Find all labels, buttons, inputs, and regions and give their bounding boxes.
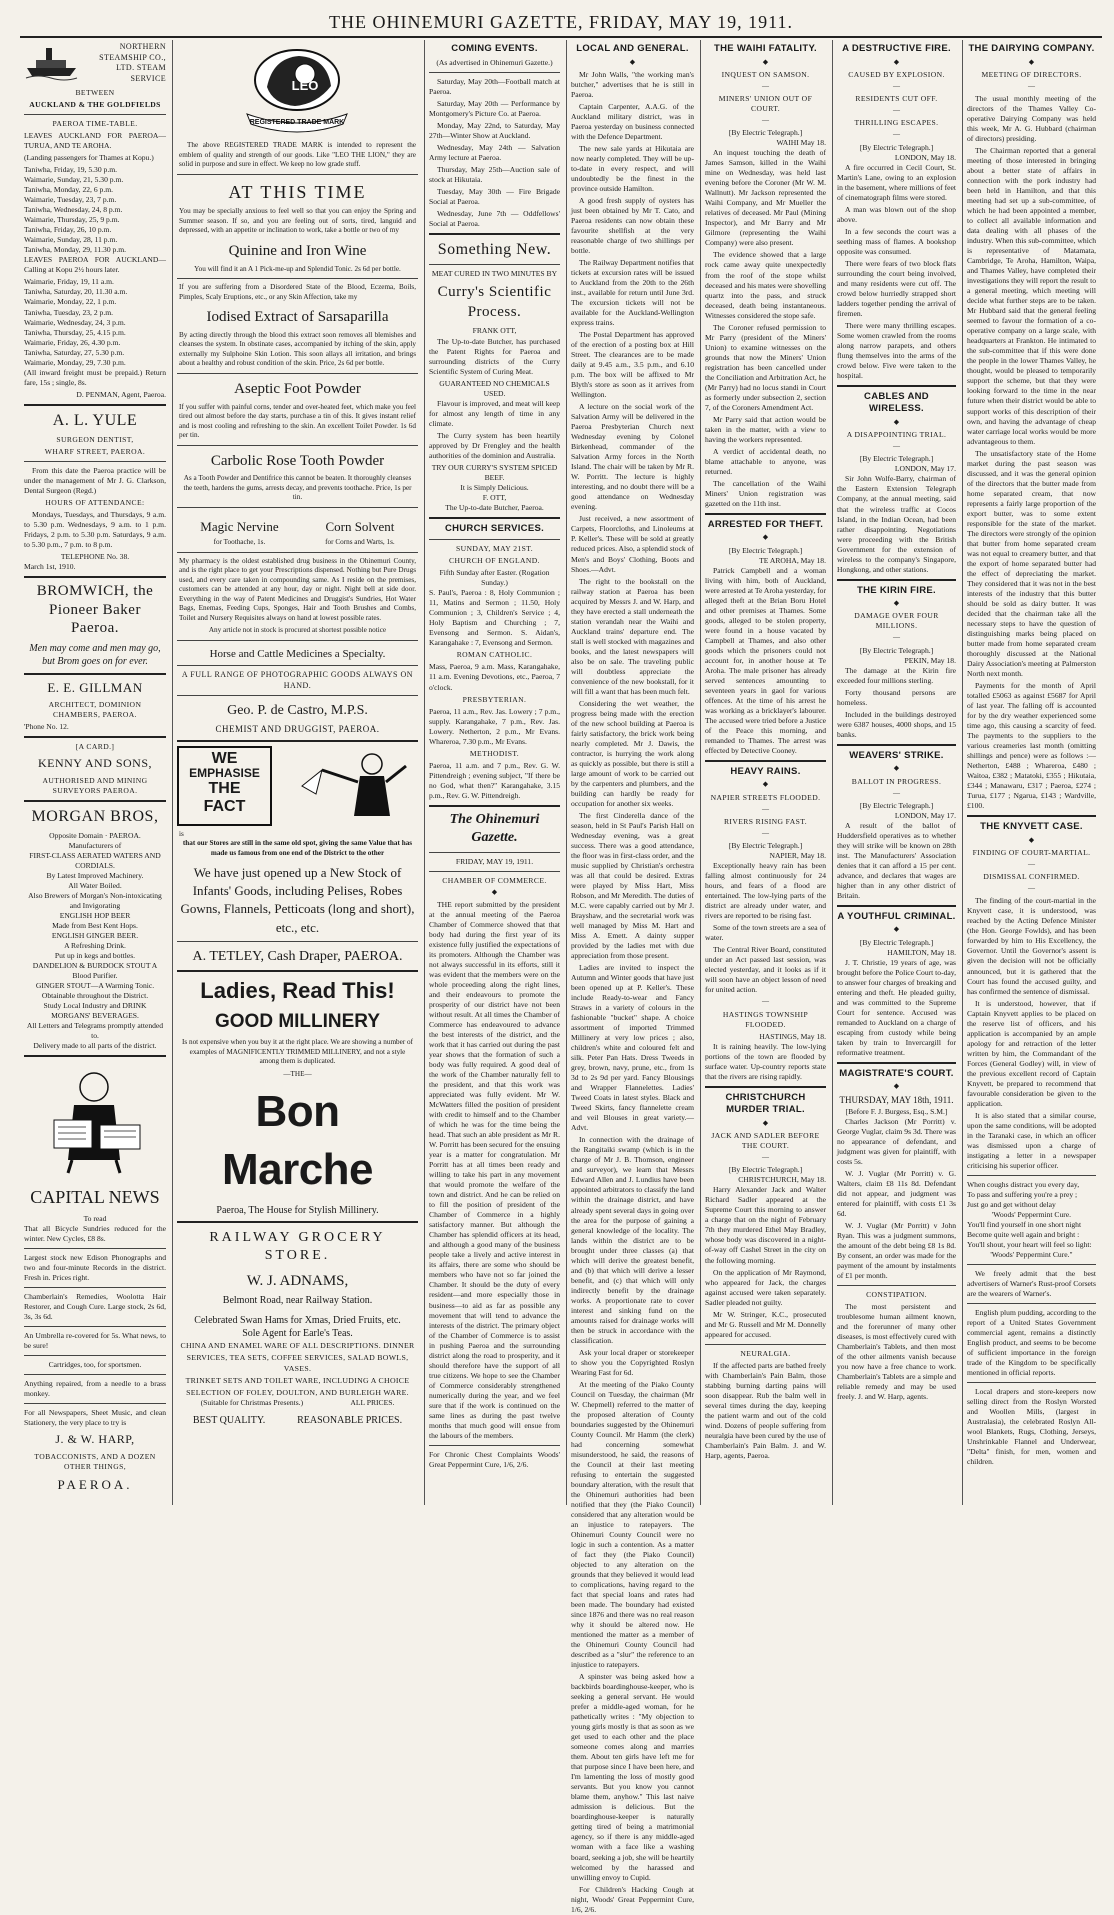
sailing: Taniwha, Monday, 29, 11.30 p.m. (24, 245, 127, 255)
tetley-name: A. TETLEY, Cash Draper, PAEROA. (192, 948, 403, 964)
event-item: Wednesday, May 24th — Salvation Army lecture at Paeroa. (429, 142, 560, 162)
event-item: Saturday, May 20th — Performance by Montgomery's Picture Co. at Paeroa. (429, 98, 560, 118)
church-sunday: SUNDAY, MAY 21ST. (456, 544, 533, 554)
carbolic-title: Carbolic Rose Tooth Powder (210, 452, 385, 469)
nervine-text: for Toothache, 1s. (213, 538, 266, 547)
weavers-text: A result of the ballot of Huddersfield operatives as to whether they will strike will be known on 28th inst. The Manufacturers' Association denies that it can afford a 15 per cent. advance, and declares that wages are higher than in any other district of Britain. (837, 820, 956, 900)
gillman-role: ARCHITECT, DOMINION CHAMBERS, PAEROA. (48, 699, 142, 719)
column-5: THE WAIHI FATALITY. ◆ INQUEST ON SAMSON. — MINERS' UNION OUT OF COURT. — [By Electric Telegraph.] WAIHI May 18. An inquest touching the death of James Samson, killed in the Waihi mine on Wednesday, was held last evening before the Coroner (Mr W. M. Wallnutt). Mr Jackson represented the Waihi Company, and Mr Mueller the relatives of deceased. Mr Paul (Mining Inspector), and Mr Barry and Mr Gilmore (representing the Waihi Company) were also present. The evidence showed that a large rock came away quite unexpectedly from the roof of the stope whilst deceased and his mates were shovelling quartz into the pass, and struck deceased, death being instantaneous. Witnesses considered the stope safe. The Coroner refused permission to Mr Parry (president of the Miners' Union) to examine witnesses on the grounds that now the Miners' Union registration has been cancelled under the Conciliation and Arbitration Act, he (Mr Parry) had no locus standi in Court as formerly under subsection 2, section 7, of the Coroners Amendment Act. Mr Parry said that action would be taken in the matter, with a view to having the workers represented. A verdict of accidental death, no blame attachable to anyone, was returned. The cancellation of the Waihi Miners' Union registration was gazetted on the 11th inst. ARRESTED FOR THEFT. ◆ [By Electric Telegraph.] TE AROHA, May 18. Patrick Campbell and a woman living with him, both of Auckland, were arrested at Te Aroha yesterday, for alleged theft at the Brian Boru Hotel and other premises at Thames. Some goods, alleged to be stolen property, were found in a house vacated by Campbell at Thames, and also other goods which the prisoners could not account for, in another house at Te Aroha. The male prisoner has already served sentences amounting to seventeen years in gaol for various offences. At the time of his arrest he was working as a bricklayer's labourer. The accused were tried before a Justice of the Peace this morning, and remanded to Thames. The arrest was effected by Detective Cooney. HEAVY RAINS. ◆ NAPIER STREETS FLOODED. — RIVERS RISING FAST. — [By Electric Telegraph.] NAPIER, May 18. Exceptionally heavy rain has been falling almost continuously for 24 hours, and fears of a flood are entertained. The low-lying parts of the district are already under water, and rivers are reported to be rising fast. Some of the town streets are a sea of water. The Central River Board, constituted under an Act passed last session, was elected yesterday, and it looks as if it will soon have an object lesson of need for united action. — HASTINGS TOWNSHIP FLOODED. HASTINGS, May 18. It is raining heavily. The low-lying portions of the town are flooded by surface water. Up-country reports state that the rivers are rising rapidly. CHRISTCHURCH MURDER TRIAL. ◆ JACK AND SADLER BEFORE THE COURT. — [By Electric Telegraph.] CHRISTCHURCH, May 18. Harry Alexander Jack and Walter Richard Sadler appeared at the Supreme Court this morning to answer a charge that on the night of February 7th they murdered Ethel May Bradley, whose body was discovered in a night-of-way off Cashel Street in the city on the following morning. On the application of Mr Raymond, who appeared for Jack, the charges against accused were taken separately. Sadler pleaded not guilty. Mr W. Stringer, K.C., prosecuted and Mr G. Russell and Mr M. Donnelly appeared for accused. NEURALGIA. If the affected parts are bathed freely with Chamberlain's Pain Balm, those stabbing burning darting pains will soon disappear. Rub the balm well in several times during the day, keeping the patient warm and out of the cold wind. Dozens of people suffering from neuralgia have been cured by the use of Chamberlain's Pain Balm. J. and W. Harp, agents, Paeroa. (700, 40, 830, 1505)
neuralgia-text: If the affected parts are bathed freely with Chamberlain's Pain Balm, those stabbing burning darting pains will soon disappear. Rub the balm well in several times during the day, keeping the patient warm and out of the cold wind. Dozens of people suffering from neuralgia have been cured by the use of Chamberlain's Pain Balm. J. and W. Harp, agents, Paeroa. (705, 1360, 826, 1460)
telegraph-credit: [By Electric Telegraph.] (728, 841, 803, 851)
column-6: A DESTRUCTIVE FIRE. ◆ CAUSED BY EXPLOSION. — RESIDENTS CUT OFF. — THRILLING ESCAPES. — [By Electric Telegraph.] LONDON, May 18. A fire occurred in Cecil Court, St. Martin's Lane, owing to an explosion in the basement, where millions of feet of cinematograph films were stored. A man was blown out of the shop above. In a few seconds the court was a seething mass of flames. A bookshop opposite was consumed. There were fears of two block flats surrounding the court being involved, and many residents were cut off. The crowd below hurriedly strapped short ladders together pending the arrival of firemen. There were many thrilling escapes. Some women crawled from the rooms along narrow parapets, and others flung themselves into the arms of the crowd below. Five were taken to the hospital. CABLES AND WIRELESS. ◆ A DISAPPOINTING TRIAL. — [By Electric Telegraph.] LONDON, May 17. Sir John Wolfe-Barry, chairman of the Eastern Extension Telegraph Company, at the annual meeting, said that the wireless traffic at Cocos Island, in the Indian Ocean, had been rather disappointing. Negotiations were proceeding with the British Government for the extension of wireless to the company's Singapore, Hongkong, and other stations. THE KIRIN FIRE. ◆ DAMAGE OVER FOUR MILLIONS. — [By Electric Telegraph.] PEKIN, May 18. The damage at the Kirin fire exceeded four millions sterling. Forty thousand persons are homeless. Included in the buildings destroyed were 6387 houses, 4000 shops, and 15 banks. WEAVERS' STRIKE. ◆ BALLOT IN PROGRESS. — [By Electric Telegraph.] LONDON, May 17. A result of the ballot of Huddersfield operatives as to whether they will strike will be known on 28th inst. The Manufacturers' Association denies that it can afford a 15 per cent. advance, and declares that wages are higher than in any other district of Britain. A YOUTHFUL CRIMINAL. ◆ [By Electric Telegraph.] HAMILTON, May 18. J. T. Christie, 19 years of age, was brought before the Police Court to-day, to answer four charges of breaking and entering and theft. He pleaded guilty, and was committed to the Supreme Court for sentence. Accused was remanded to Auckland on a charge of escaping from custody while being taken by train to Invercargill for reformative treatment. MAGISTRATE'S COURT. ◆ THURSDAY, MAY 18th, 1911. [Before F. J. Burgess, Esq., S.M.] Charles Jackson (Mr Porritt) v. George Vuglar, claim 9s 3d. There was no appearance of defendant, and judgment was given for plaintiff, with costs 5s. W. J. Vuglar (Mr Porritt) v. G. Walters, claim £8 11s 8d. Defendant did not appear, and judgment was entered for plaintiff, with costs £1 3s 6d. W. J. Vuglar (Mr Porritt) v John Ryan. This was a judgment summons, the amount of the debt being £8 1s 8d. By consent, an order was made for the payment of the amount by instalments of £1 per month. CONSTIPATION. The most persistent and troublesome human ailment known, and the forerunner of many other diseases, is most effectively cured with Chamberlain's Tablets, and then most of the other ailments vanish because you now have a free chance to work. Chamberlain's Tablets are a simple and reliable remedy and may be used freely. J. and W. Harp, agents. (832, 40, 960, 1505)
adnams-hams: Celebrated Swan Hams for Xmas, Dried Fruits, etc. (194, 1314, 401, 1326)
morgan-line: Manufacturers of (68, 840, 122, 850)
capital-line: That all Bicycle Sundries reduced for the winter. New Cycles, £8 8s. (24, 1223, 166, 1243)
ladies-read-this: Ladies, Read This! (200, 978, 395, 1004)
sailing: Taniwha, Saturday, 20, 11.30 a.m. (24, 287, 128, 297)
cables-sub: A DISAPPOINTING TRIAL. (846, 430, 947, 440)
church-presb: PRESBYTERIAN. (462, 694, 527, 704)
dairy-para: The usual monthly meeting of the directors of the Thames Valley Co-operative Dairying Company was held this week, Mr A. G. Hubbard (chairman of directors) presiding. (967, 94, 1096, 144)
arrest-dateline: TE AROHA, May 18. (759, 555, 826, 565)
adnams-trinket: TRINKET SETS AND TOILET WARE, INCLUDING A CHOICE SELECTION OF FOLEY, DOULTON, AND BURLEIGH WARE. (185, 1376, 410, 1397)
knyvett-sub: FINDING OF COURT-MARTIAL. (972, 847, 1091, 857)
verse-line: To pass and suffering you're a prey ; (967, 1189, 1078, 1199)
sailing: Taniwha, Friday, 19, 5.30 p.m. (24, 165, 118, 175)
verse-line: Just go and get without delay (967, 1199, 1056, 1209)
sailing: Taniwha, Wednesday, 24, 8 p.m. (24, 205, 123, 215)
bon-marche-tag: Paeroa, The House for Stylish Millinery. (216, 1204, 379, 1216)
sarsa-title: Iodised Extract of Sarsaparilla (206, 309, 389, 326)
sailing: Waimarie, Friday, 19, 11 a.m. (24, 277, 114, 287)
telegraph-credit: [By Electric Telegraph.] (859, 937, 934, 947)
telegraph-credit: [By Electric Telegraph.] (859, 454, 934, 464)
frank-text: The Up-to-date Butcher, has purchased the Patent Rights for Paeroa and surrounding districts of the Curry Scientific System of Curing Meat. (429, 336, 560, 376)
event-item: Tuesday, May 30th — Fire Brigade Social at Paeroa. (429, 186, 560, 206)
magistrate-para: W. J. Vuglar (Mr Porritt) v. G. Walters, claim £8 11s 8d. Defendant did not appear, and judgment was entered for plaintiff, with costs £1 3s 6d. (837, 1168, 956, 1218)
murder-dateline: CHRISTCHURCH, May 18. (738, 1175, 826, 1185)
at-this-time: AT THIS TIME (228, 181, 367, 202)
dairy-para: The unsatisfactory state of the Home market during the past season was discussed, and it was the general opinion of the directors that the butter made from home separated cream, that now represents a fairly large proportion of the export butter, was to some extent responsible for the state of the market. The directors were strongly of the opinion that butter from home separated cream was not equal to creamery butter, and that the export of home separated butter had the effect of depreciating the market. They considered that it was not in the best interests of the industry that this butter should be sold as dairy butter. It was decided that the chairman take all the necessary steps to have the question of distinguishing marks being placed on butter made from home separated cream thoroughly discussed at the National Dairy Association's meeting at Palmerston North next month. (967, 448, 1096, 678)
sailing: Waimarie, Friday, 26, 4.30 p.m. (24, 337, 121, 347)
gazette-nameplate: The Ohinemuri Gazette. (449, 811, 540, 846)
steamship-leaves-paeroa: LEAVES PAEROA FOR AUCKLAND— Calling at Kopu 2½ hours later. (24, 255, 166, 275)
fire-para: A man was blown out of the shop above. (837, 204, 956, 224)
harp-name: J. & W. HARP, (55, 1432, 135, 1447)
bromwich-title: BROMWICH, the Pioneer Baker Paeroa. (36, 582, 154, 637)
steamship-landing: (Landing passengers for Thames at Kopu.) (24, 153, 154, 163)
rains-para: Some of the town streets are a sea of water. (705, 923, 826, 943)
constipation-heading: CONSTIPATION. (866, 1289, 927, 1299)
knyvett-para: It is understood, however, that if Captain Knyvett applies to be placed on the reserve list of officers, and his application is accompanied by an ample apology for and retraction of the letter written by him, the Commandant of the Forces (General Godley) will, in view of the previous excellent record of Captain Knyvett, be prepared to recommend that favourable consideration be given to the application. (967, 998, 1096, 1108)
coming-events-sub: (As advertised in Ohinemuri Gazette.) (436, 57, 553, 67)
arrest-heading: ARRESTED FOR THEFT. (707, 518, 824, 530)
column-7: THE DAIRYING COMPANY. ◆ MEETING OF DIRECTORS. — The usual monthly meeting of the directors of the Thames Valley Co-operative Dairying Company was held this week, Mr A. G. Hubbard (chairman of directors) presiding. The Chairman reported that a general meeting of those interested in bringing about a better state of affairs in connection with the pork industry had been held in Hamilton, and that this meeting had set up a sub-committee, of which he had been appointed a member, to collect all available information and data dealing with all phases of the industry. When this sub-committee, which is representative of Matamata, Cambridge, Te Aroha, Hamilton, Waipa, and Thames Valley, have completed their investigations they will report the result to a general meeting, which meeting will decide what further steps are to be taken. Mr Hubbard said that the general feeling seemed to favour the formation of a co-operative company on a large scale, with headquarters at Frankton. He intimated to the sub-committee that if this were done the people in the lower Thames Valley, he thought, would be pleased to temporarily support the scheme, but that they were looking forward to the time in the near future when their district would be able to support works of this description of their own, and having the advantage of cheap water carriage local works would be more advantageous to them. The unsatisfactory state of the Home market during the past season was discussed, and it was the general opinion of the directors that the butter made from home separated cream, that now represents a fairly large proportion of the export butter, was to some extent responsible for the state of the market. The directors were strongly of the opinion that butter from home separated cream was not equal to creamery butter, and that the export of home separated butter had the effect of depreciating the market. They considered that it was not in the best interests of the industry that this butter should be sold as dairy butter. It was decided that the chairman take all the necessary steps to have the question of distinguishing marks being placed on butter made from home separated cream thoroughly discussed at the National Dairy Association's meeting at Palmerston North next month. Payments for the month of April totalled £5063 as against £5687 for April of last year. The falling off is accounted for by the dry weather experienced some time ago, this causing a scarcity of feed. The payments to the suppliers to the various creameries last month (omitting shillings and pence) were as follows :—Netherton, £488 ; Whareroa, £480 ; Waitoa, £382 ; Matatoki, £355 ; Hikutaia, £344 ; Manawaru, £317 ; Paeroa, £274 ; Turua, £177 ; Ngarua, £143 ; Wardville, £100. THE KNYVETT CASE. ◆ FINDING OF COURT-MARTIAL. — DISMISSAL CONFIRMED. — The finding of the court-martial in the Knyvett case, it is understood, was reached by the Acting Defence Minister (the Hon. George Fowlds), and has been forwarded by him to His Excellency, the Governor. Until the Governor's assent is given the decision will not be officially announced, but it is gathered that the Court has found the accused guilty, and has confirmed the sentence of dismissal. It is understood, however, that if Captain Knyvett applies to be placed on the reserve list of officers, and his application is accompanied by an ample apology for and retraction of the letter written by him, the Commandant of the Forces (General Godley) will, in view of the previous excellent record of Captain Knyvett, be prepared to recommend that favourable consideration be given to the application. It is also stated that a similar course, upon the same conditions, will be adopted in the Taranaki case, in which an officer was dismissed upon a charge of instigating a letter in a newspaper criticising his superior officer. When coughs distract you every day, To pass and suffering you're a prey ; Just go and get without delay 'Woods' Peppermint Cure. You'll find yourself in one short night Become quite well again and bright : You'll shout, your heart will feel so light: 'Woods' Peppermint Cure." We freely admit that the best advertisers of Warner's Rust-proof Corsets are the wearers of Warner's. English plum pudding, according to the report of a United States Government commercial agent, remains a distinctly English product, and seems to be become of sufficient importance in the foreign trade of the Kingdom to be specifically mentioned in official reports. Local drapers and store-keepers now selling direct from the Roslyn Worsted and Woollen Mills, (largest in Australasia), the celebrated Roslyn All-wool Blankets, Rugs, Clothing, Jerseys, Unshrinkable Flannel and Underwear, "Delta" finish, for men, women and children. (962, 40, 1100, 1505)
knyvett-heading: THE KNYVETT CASE. (980, 821, 1083, 833)
steamship-agent: D. PENMAN, Agent, Paeroa. (76, 389, 166, 399)
verse-line: When coughs distract you every day, (967, 1179, 1080, 1189)
quinine-text: You will find it an A 1 Pick-me-up and Splendid Tonic. 2s 6d per bottle. (194, 264, 401, 273)
adnams-suitable-row (177, 1398, 418, 1408)
telegraph-credit: [By Electric Telegraph.] (859, 645, 934, 655)
photo-goods: A FULL RANGE OF PHOTOGRAPHIC GOODS ALWAYS ON HAND. (181, 670, 414, 690)
butcher: The Up-to-date Butcher, Paeroa. (445, 502, 544, 512)
adnams-china: CHINA AND ENAMEL WARE OF ALL DESCRIPTIONS. DINNER SERVICES, TEA SETS, COFFEE SERVICES, SALAD BOWLS, VASES. (180, 1341, 415, 1374)
try-curry: TRY OUR CURRY'S SYSTEM SPICED BEEF. (431, 462, 558, 482)
morgan-line: A Refreshing Drink. (64, 940, 126, 950)
corn-text: for Corns and Warts, 1s. (325, 538, 395, 547)
hastings-sub: HASTINGS TOWNSHIP FLOODED. (722, 1009, 809, 1029)
verse-line: 'Woods' Peppermint Cure. (991, 1209, 1072, 1219)
local-general-heading: LOCAL AND GENERAL. (576, 43, 689, 54)
criminal-text: J. T. Christie, 19 years of age, was brought before the Police Court to-day, to answer four charges of breaking and entering and theft. He pleaded guilty, and was committed to the Supreme Court for sentence. Accused was remanded to Auckland on a charge of escaping from custody while being taken by train to Invercargill for reformative treatment. (837, 957, 956, 1057)
fire-heading: A DESTRUCTIVE FIRE. (842, 43, 951, 54)
commerce-text: THE report submitted by the president at the annual meeting of the Paeroa Chamber of Commerce showed that that body had during the first year of its existence fully justified the expectations of its promoters. Although the Chamber was not always successful in its efforts, still it was evident that the members were on the whole proceeding along the right lines, and their endeavours to promote the prosperity of our district have not been without result. At all times the Chamber of Commerce has endeavoured to advance the best interests of the district, and the work that it has carried out during the past year shows that the formation of such a body was fully required. A good deal of the work of the Chamber naturally fell to the president, and that this work was appreciated was fully evident. Mr W. McWatters filled the position of president with credit to himself and to the Chamber of which he was for the time being the head. That such an able president as Mr R. W. Porritt has been secured for the ensuing year is a matter for congratulation. Mr Porritt has at all times been ready and willing to take his part in any movement that would promote the welfare of the town and district. And he can be relied on to fill the position of president of the Chamber of Commerce in a highly satisfactory manner. But although the Chamber has splendid officers at its head, and although a good many of the business people take a lively and active interest in its affairs, there are some who should be members who have not so far joined the Chamber. It should be the duty of every resident—and more especially those in business—to aid as far as possible any movement that will tend to advance the interests of the district. The primary object of the Chamber of Commerce is to assist in pushing Paeroa and the surrounding district along the road to prosperity, and it should therefore have the support of all true citizens. We hope to see the Chamber of Commerce considerably strengthened numerically during the year, and we feel sure that if the work is continued on the same lines as during the past twelve months that much good will ensue from the labours of the members. (429, 899, 560, 1440)
nervine-title: Magic Nervine (200, 518, 279, 534)
steamship-leaves: LEAVES AUCKLAND FOR PAEROA— TURUA, AND TE AROHA. (24, 131, 166, 151)
newsboy-cartoon (24, 1065, 164, 1175)
capital-line: For all Newspapers, Sheet Music, and clean Stationery, the very place to try is (24, 1408, 166, 1428)
morgan-line: All Letters and Telegrams promptly attended to. (26, 1021, 164, 1041)
local-item: At the meeting of the Piako County Council on Tuesday, the chairman (Mr W. Chepmell) referred to the matter of the proposed alteration of County boundaries suggested by the Ohinemuri County Council. Mr Hamm (the clerk) had concerning somewhat misunderstood, he said, the reasons of the Council at their last meeting refusing to entertain the suggested boundary alteration, with the result that the Ohinemuri authorities had been notified that they (the Piako Council) considered that any alteration would be an injustice to ratepayers. The Ohinemuri County Council were no logic in such a contention. As a matter of fact they (the Piako Council) objected to any alteration on the grounds that they believed it would lead to complications, having regard to the fact that special loans and rates had been made. The boundary had existed since 1876 and there was no real reason why it should be altered now. He mentioned the matter as a member of the Ohinemuri County Council had described as a "slur" the reference to an injustice to ratepayers. (571, 1379, 694, 1670)
telegraph-credit: [By Electric Telegraph.] (728, 545, 803, 555)
fact-illustration (272, 746, 412, 824)
church-meth-text: Paeroa, 11 a.m. and 7 p.m., Rev. G. W. Pittendreigh ; evening subject, "If there be no God, what then?" Karangahake, 3.15 p.m., Rev. G. W. Pittendreigh. (429, 760, 560, 800)
capital-line: Largest stock new Edison Phonographs and two and four-minute Records in the district. Fresh in. Prices right. (24, 1252, 166, 1282)
yule-role: SURGEON DENTIST, (56, 434, 134, 444)
kirin-para: The damage at the Kirin fire exceeded four millions sterling. (837, 665, 956, 685)
sailing: Waimarie, Monday, 22, 1 p.m. (24, 297, 117, 307)
kirin-sub: DAMAGE OVER FOUR MILLIONS. (854, 611, 939, 631)
fire-para: In a few seconds the court was a seething mass of flames. A bookshop opposite was consumed. (837, 226, 956, 256)
local-item: A lecture on the social work of the Salvation Army will be delivered in the Paeroa Presbyterian Church next Wednesday evening by Colonel Birkenhead, commander of the Salvation Army forces in the North Island. The chair will be taken by Mr R. W. Porritt. The lecture is highly interesting, and no doubt there will be a good attendance on Wednesday evening. (571, 402, 694, 512)
peppermint-verse (967, 1180, 1096, 1260)
steamship-title: NORTHERN STEAMSHIP CO., LTD. STEAM SERVICE (99, 42, 166, 83)
sarsa-text: By acting directly through the blood this extract soon removes all blemishes and cleanses the system. In obstinate cases, accompanied by itching of the skin, apply externally my Sulphoine Skin Lotion. This soon allays all irritation, and brings about a healthy and robust condition of the skin. Price, 2s 6d per bottle. (179, 330, 416, 368)
weavers-sub: BALLOT IN PROGRESS. (851, 776, 942, 786)
adnams-reasonable: REASONABLE PRICES. (297, 1415, 403, 1427)
cables-heading: CABLES AND WIRELESS. (864, 390, 929, 415)
yule-hours-title: HOURS OF ATTENDANCE: (45, 497, 145, 507)
commerce-heading: CHAMBER OF COMMERCE. (442, 875, 547, 885)
sailing: Taniwha, Monday, 22, 6 p.m. (24, 185, 114, 195)
waihi-para: The evidence showed that a large rock came away quite unexpectedly from the roof of the stope whilst deceased and his mates were shovelling quartz into the pass, and struck deceased, death being instantaneous. Witnesses considered the stope safe. (705, 250, 826, 320)
yule-text: From this date the Paeroa practice will be under the management of Mr J. G. Clarkson, Dental Surgeon (Regd.) (24, 465, 166, 495)
gazette-date: FRIDAY, MAY 19, 1911. (455, 856, 534, 866)
column-2 (172, 40, 422, 1505)
yule-name: A. L. YULE (52, 411, 138, 429)
morgan-line: Put up in kegs and bottles. (54, 950, 136, 960)
gillman-phone: 'Phone No. 12. (24, 721, 69, 731)
sailing: Waimarie, Wednesday, 24, 3 p.m. (24, 317, 126, 327)
event-item: Monday, May 22nd, to Saturday, May 27th—Winter Show at Auckland. (429, 120, 560, 140)
morgan-line: All Water Boiled. (68, 880, 122, 890)
tetley-new-stock: We have just opened up a New Stock of Infants' Goods, including Pelises, Robes Gowns, Flannels, Petticoats (long and short), etc., etc. (180, 865, 415, 935)
plum-pudding: English plum pudding, according to the report of a United States Government commercial agent, remains a distinctly English product, and seems to be become of sufficient importance in the foreign trade of the Kingdom to be specifically mentioned in official reports. (967, 1307, 1096, 1378)
steamship-illustration (24, 40, 79, 80)
adnams-all-prices: ALL PRICES. (350, 1398, 395, 1408)
neuralgia-heading: NEURALGIA. (740, 1348, 791, 1358)
sailings-inbound (24, 277, 166, 367)
capital-line: Chamberlain's Remedies, Woolotta Hair Restorer, and Cough Cure. Large stock, 2s 6d, 3s, 3s 6d. (24, 1291, 166, 1321)
sailing: Waimarie, Sunday, 28, 11 p.m. (24, 235, 118, 245)
morgan-line: Delivery made to all parts of the district. (33, 1041, 157, 1051)
pharmacy-text: My pharmacy is the oldest established drug business in the Ohinemuri County, and is the right place to get your Prescriptions dispensed. Nothing but Pure Drugs used, and every care taken in compounding same. As I reside on the premises, customers can be attended at any hour, day or night. Night bell at side door. Everything in the way of Patent Medicines and Druggist's Sundries, Hot Water Bags, Enemas, Feeding Cups, Sponges, Hair and Tooth Brushes and Combs, Toilet and Nursery Requisites always on hand at lowest possible rates. (179, 556, 416, 622)
criminal-heading: A YOUTHFUL CRIMINAL. (837, 910, 956, 922)
steamship-timetable: PAEROA TIME-TABLE. (52, 119, 138, 129)
corsets-ad: We freely admit that the best advertisers of Warner's Rust-proof Corsets are the wearers of Warner's. (967, 1268, 1096, 1298)
rains-para: The Central River Board, constituted under an Act passed last session, was elected yesterday, and it looks as if it will soon have an object lesson of need for united action. (705, 945, 826, 995)
church-coe-text: S. Paul's, Paeroa : 8, Holy Communion ; 11, Matins and Sermon ; 11.50, Holy Communion ; 3, Children's Service ; 4, Holy Baptism and Churching ; 7, Evensong and Sermon. S. Aidan's, Karangahake : 7, Evensong and Sermon. (429, 588, 560, 648)
dairy-heading: THE DAIRYING COMPANY. (968, 43, 1095, 54)
adnams-name: W. J. ADNAMS, (246, 1272, 349, 1289)
trademark-text: REGISTERED TRADE MARK (249, 119, 345, 126)
magistrate-para: W. J. Vuglar (Mr Porritt) v John Ryan. This was a judgment summons, the amount of the debt being £8 1s 8d. By consent, an order was made for the payment of the amount by instalments of £1 per month. (837, 1220, 956, 1280)
verse-line: 'Woods' Peppermint Cure." (990, 1249, 1073, 1259)
murder-para: Mr W. Stringer, K.C., prosecuted and Mr G. Russell and Mr M. Donnelly appeared for accused. (705, 1309, 826, 1339)
delicious: It is Simply Delicious. (460, 482, 529, 492)
lion-trademark-logo (177, 42, 417, 134)
weavers-dateline: LONDON, May 17. (894, 810, 956, 820)
dairy-sub: MEETING OF DIRECTORS. (981, 69, 1082, 79)
murder-heading: CHRISTCHURCH MURDER TRIAL. (725, 1091, 806, 1116)
kirin-para: Forty thousand persons are homeless. (837, 687, 956, 707)
constipation-text: The most persistent and troublesome human ailment known, and the forerunner of many other diseases, is most effectively cured with Chamberlain's Tablets, and then most of the other ailments vanish because you now have a free chance to work. Chamberlain's Tablets are a simple and reliable remedy and may be used freely. J. and W. Harp, agents. (837, 1301, 956, 1401)
murder-sub: JACK AND SADLER BEFORE THE COURT. (711, 1131, 820, 1151)
telegraph-credit: [By Electric Telegraph.] (728, 128, 803, 138)
local-item: Ladies are invited to inspect the Autumn and Winter goods that have just been opened up at P. Keller's. These include Ready-to-wear and Fancy Straws in a variety of colours in the fashionable "bucket" shape. A choice assortment of imported Trimmed Millinery at very low prices ; also, children's white and coloured felt and silk. Peter Pan Hats. Dress Tweeds in grey, brown, navy, prune, etc., from 1s 3d to 2s 9d per yard. Fancy Blousings and Wrapper Flannelettes. Ladies' Tweed Coats in latest styles. Black and Tweed Skirts, fancy flannelette cream and veil Blouses in great variety.—Advt. (571, 963, 694, 1133)
morgan-line: FIRST-CLASS AERATED WATERS AND CORDIALS. (29, 850, 161, 870)
flavour: Flavour is improved, and meat will keep for almost any length of time in any climate. (429, 398, 560, 428)
sailing: Waimarie, Monday, 29, 7.30 p.m. (24, 357, 126, 367)
magistrate-before: [Before F. J. Burgess, Esq., S.M.] (845, 1106, 948, 1116)
fact-word: THE (208, 780, 241, 798)
arrest-text: Patrick Campbell and a woman living with him, both of Auckland, were arrested at Te Aroha yesterday, for alleged theft at the Brian Boru Hotel and other premises at Thames. Some goods, alleged to be stolen property, were found in a house vacated by Campbell at Thames, and also other goods which the prisoners could not account for, in another house at Te Aroha. The male prisoner has already served sentences amounting to seventeen years in gaol for various offences. At the time of his arrest he was working as a bricklayer's labourer. The accused were tried before a Justice of the Peace this morning, and remanded to Thames. The arrest was effected by Detective Cooney. (705, 565, 826, 755)
not-in-stock: Any article not in stock is procured at shortest possible notice (208, 626, 387, 635)
adnams-quality-row (177, 1414, 418, 1427)
kenny-card: [A CARD.] (75, 741, 115, 751)
hastings-text: It is raining heavily. The low-lying portions of the town are flooded by surface water. Up-country reports state that the rivers are rising rapidly. (705, 1041, 826, 1081)
dairy-para: Payments for the month of April totalled £5063 as against £5687 for April of last year. The falling off is accounted for by the dry weather experienced some time ago, this causing a scarcity of feed. The payments to the suppliers to the various creameries last month (omitting shillings and pence) were as follows :—Netherton, £488 ; Whareroa, £480 ; Waitoa, £382 ; Matatoki, £355 ; Hikutaia, £344 ; Manawaru, £317 ; Paeroa, £274 ; Turua, £177 ; Ngarua, £143 ; Wardville, £100. (967, 680, 1096, 811)
cables-text: Sir John Wolfe-Barry, chairman of the Eastern Extension Telegraph Company, at the annual meeting, said that the wireless traffic at Cocos Island, in the Indian Ocean, had been rather disappointing. Negotiations were proceeding with the British Government for the extension of wireless to the company's Singapore, Hongkong, and other stations. (837, 474, 956, 574)
verse-line: You'll find yourself in one short night (967, 1219, 1082, 1229)
lion-logo-text: LEO (291, 78, 319, 93)
masthead: THE OHINEMURI GAZETTE, FRIDAY, MAY 19, 1911. (20, 8, 1102, 38)
adnams-suitable: (Suitable for Christmas Presents.) (200, 1398, 304, 1408)
kirin-heading: THE KIRIN FIRE. (857, 584, 936, 596)
carbolic-text: As a Tooth Powder and Dentifrice this cannot be beaten. It thoroughly cleanses the teeth, hardens the gums, arrests decay, and prevents toothache. Price, 1s per tin. (183, 474, 412, 502)
column-4: LOCAL AND GENERAL. ◆ Mr John Walls, "the working man's butcher," advertises that he is still in Paeroa. Captain Carpenter, A.A.G. of the Auckland military district, was in Paeroa yesterday on business connected with the Defence Department. The new sale yards at Hikutaia are now nearly completed. They will be up-to-date in every respect, and will undoubtedly be the finest in the province outside Hamilton. A good fresh supply of oysters has just been obtained by Mr T. Cato, and Paeroa residents can now obtain these favourite shellfish at the very reasonable charge of two shillings per bottle. The Railway Department notifies that tickets at excursion rates will be issued to Auckland from the 20th to the 26th inst., available for return until June 3rd. The excursion tickets will not be available for the Auckland-Wellington express trains. The Postal Department has approved of the erection of a posting box at Hill Street. The clearances are to be made daily at 9.45 a.m., 3.5 p.m., and 6.10 p.m. The box will be affixed to Mr Blyth's store as soon as it arrives from Wellington. A lecture on the social work of the Salvation Army will be delivered in the Paeroa Presbyterian Church next Wednesday evening by Colonel Birkenhead, commander of the Salvation Army forces in the North Island. The chair will be taken by Mr R. W. Porritt. The lecture is highly interesting, and no doubt there will be a good attendance on Wednesday evening. Just received, a new assortment of Carpets, Floorcloths, and Linoleums at P. Keller's. These will be sold at greatly reduced prices. Also, a splendid stock of Men's and Boys' Clothing, Boots and Shoes.—Advt. The right to the bookstall on the railway station at Paeroa has been acquired by Messrs J. and W. Harp, and they have erected a stall underneath the station verandah near the Waihi and Auckland trains' departure end. The stall is well stocked with magazines and books, and the latest newspapers will also be on sale. The traveling public will doubtless appreciate the convenience of the new bookstall, for it will fill a want that has been much felt. Considering the wet weather, the progress being made with the erection of the new school building at Paeroa is fairly satisfactory, the brick work being nearly completed. Mr J. Dawis, the contractor, is hurrying the work along as quickly as possible, but there is still a large amount of work to be carried out by the carpenters and plumbers, and the building can hardly be ready for occupation for another six weeks. The first Cinderella dance of the season, held in St Paul's Parish Hall on Wednesday evening, was a great success. There was a good attendance, the floor was in first-class order, and the music supplied by Christian's orchestra was all that could be desired. Extras were played by Miss Hart, Miss Robson, and Mr Meredith. The duties of M.C. were capably carried out by Mr J. Brayshaw, and the secretarial work was well managed by Miss M. Hart and Miss A. Emett. A dainty supper provided by the ladies met with due appreciation from those present. Ladies are invited to inspect the Autumn and Winter goods that have just been opened up at P. Keller's. These include Ready-to-wear and Fancy Straws in a variety of colours in the fashionable "bucket" shape. A choice assortment of imported Trimmed Millinery at very low prices ; also, children's white and coloured felt and silk. Peter Pan Hats. Dress Tweeds in grey, brown, navy, prune, etc., from 1s 3d to 2s 9d per yard. Fancy Blousings and Wrapper Flannelettes. Ladies' Tweed Coats in latest styles. Black and Tweed Skirts, fancy flannelette cream and veil Blouses in great variety.—Advt. In connection with the drainage of the Rangitaiki swamp (which is in the charge of Mr J. B. Thomson, engineer and surveyor), we learn that Messrs Edward Allen and J. Lundius have been appointed arbitrators to classify the land within the drainage district, and have already spent several days in going over the area for the purpose of gaining a general knowledge of the locality. The lands within the district are to be brought under three classes (a) that which will derive the greatest benefit, and (b) that which will derive a lesser benefit, and (c) that which will only indirectly benefit by the drainage works. A proportionate rate to cover interest and sinking fund on the amounts raised for drainage works will then be struck in accordance with the classification. Ask your local draper or storekeeper to show you the Copyrighted Roslyn Wearing Fast for 6d. At the meeting of the Piako County Council on Tuesday, the chairman (Mr W. Chepmell) referred to the matter of the proposed alteration of County boundaries suggested by the Ohinemuri County Council. Mr Hamm (the clerk) had concerning somewhat misunderstood, he said, the reasons of the Council at their last meeting refusing to entertain the suggested boundary alteration, with the result that the Ohinemuri authorities had been notified that they (the Piako Council) considered that any alteration would be an injustice to ratepayers. The Ohinemuri County Council were no logic in such a contention. As a matter of fact they (the Piako Council) objected to any alteration on the grounds that they believed it would lead to complications, having regard to the fact that special loans and rates had been made. The boundary had existed since 1876 and there was no real reason why it should be altered now. He mentioned the matter as a member of the Ohinemuri County Council had described as a "slur" the reference to an injustice to ratepayers. A spinster was being asked how a backbirds boardinghouse-keeper, who is seeking a general servant. He would prefer a middle-aged woman, for he pathetically writes : "My objection to young girls mostly is that as soon as we get used to each other and the place someone comes along and marries them. About ten girls have left me for that purpose since I have been here, and I'm lamenting the loss of mostly good servants. But you know you cannot blame them, anyhow." This last naive admission is delicious. But the boardinghouse-keeper is naturally getting tired of being a matrimonial agency, so if there is any middle-aged woman with a face like a washing board, seeking a job, she will be heartily welcomed by the harassed and unwilling envoy to Cupid. For Children's Hacking Cough at night, Woods' Great Peppermint Cure, 1/6, 2/6. (566, 40, 698, 1505)
castro-name: Geo. P. de Castro, M.P.S. (227, 703, 368, 719)
f-ott: F. OTT, (482, 492, 507, 502)
sailings-outbound (24, 165, 166, 255)
morgan-line: ENGLISH GINGER BEER. (51, 930, 139, 940)
rains-sub: NAPIER STREETS FLOODED. (710, 792, 821, 802)
rains-para: Exceptionally heavy rain has been falling almost continuously for 24 hours, and fears of a flood are entertained. The low-lying parts of the district are already under water, and rivers are reported to be rising fast. (705, 861, 826, 921)
morgan-line: GINGER STOUT—A Warming Tonic. (35, 980, 155, 990)
fire-para: A fire occurred in Cecil Court, St. Martin's Lane, owing to an explosion in the basement, where millions of feet of cinematograph films were stored. (837, 162, 956, 202)
harp-town: PAEROA. (57, 1476, 133, 1492)
hastings-dateline: HASTINGS, May 18. (759, 1031, 826, 1041)
sailing: Taniwha, Tuesday, 23, 2 p.m. (24, 307, 114, 317)
weavers-heading: WEAVERS' STRIKE. (849, 749, 944, 761)
knyvett-sub: DISMISSAL CONFIRMED. (983, 872, 1080, 882)
local-item: Just received, a new assortment of Carpets, Floorcloths, and Linoleums at P. Keller's. These will be sold at greatly reduced prices. Also, a splendid stock of Men's and Boys' Clothing, Boots and Shoes.—Advt. (571, 514, 694, 574)
event-item: Wednesday, June 7th — Oddfellows' Social at Paeroa. (429, 208, 560, 228)
telegraph-credit: [By Electric Telegraph.] (859, 142, 934, 152)
fire-sub: THRILLING ESCAPES. (854, 118, 939, 128)
church-heading: CHURCH SERVICES. (444, 522, 545, 534)
fire-para: There were many thrilling escapes. Some women crawled from the rooms along narrow parapets, and others flung themselves into the arms of the crowd below. Five were taken to the hospital. (837, 320, 956, 380)
fire-sub: RESIDENTS CUT OFF. (855, 94, 938, 104)
morgan-line: Made from Best Kent Hops. (52, 920, 138, 930)
horse-cattle: Horse and Cattle Medicines a Specialty. (209, 647, 386, 660)
adnams-address: Belmont Road, near Railway Station. (222, 1295, 373, 1307)
sailing: Taniwha, Thursday, 25, 4.15 p.m. (24, 327, 126, 337)
dairy-para: The Chairman reported that a general meeting of those interested in bringing about a better state of affairs in connection with the pork industry had been held in Hamilton, and that this meeting had set up a sub-committee, of which he had been appointed a member, to collect all available information and data dealing with all phases of the industry. When this sub-committee, which is representative of Matamata, Cambridge, Te Aroha, Hamilton, Waipa, and Thames Valley, have completed their investigations they will report the result to a general meeting, which meeting will decide what further steps are to be taken. Mr Hubbard said that the general feeling seemed to favour the formation of a co-operative company on a large scale, with headquarters at Frankton. He intimated to the sub-committee that if this were done the people in the lower Thames Valley, he thought, would be pleased to temporarily support the scheme, but that they were looking forward to the time in the near future when their district would be able to support works of this description of their own, and having the advantage of cheap water carriage local works would be more advantageous to them. (967, 146, 1096, 446)
millinery-text: Is not expensive when you buy it at the right place. We are showing a number of examples of MAGNIFICENTLY TRIMMED MILLINERY, and not a style among them is duplicated. (181, 1038, 414, 1066)
fact-text: that our Stores are still in the same old spot, giving the same Value that has made us famous from one end of the District to the other (182, 839, 413, 857)
murder-para: On the application of Mr Raymond, who appeared for Jack, the charges against accused were taken separately. Sadler pleaded not guilty. (705, 1267, 826, 1307)
local-item: Mr John Walls, "the working man's butcher," advertises that he is still in Paeroa. (571, 69, 694, 99)
kenny-name: KENNY AND SONS, (37, 755, 153, 770)
steamship-route: AUCKLAND & THE GOLDFIELDS (29, 100, 161, 110)
meat-cured: MEAT CURED IN TWO MINUTES BY (431, 268, 558, 278)
criminal-dateline: HAMILTON, May 18. (887, 947, 956, 957)
cables-dateline: LONDON, May 17. (894, 464, 956, 474)
rains-heading: HEAVY RAINS. (730, 765, 801, 777)
church-presb-text: Paeroa, 11 a.m., Rev. Jas. Lowery ; 7 p.m., supply. Karangahake, 7 p.m., Rev. Jas. Lowery. Netherton, 2 p.m., Mr Evans. Whareroa, 7.30 p.m., Mr Evans. (429, 706, 560, 746)
curry-text: The Curry system has been heartily approved by Dr Frengley and the health authorities of the dominion and Australia. (429, 430, 560, 460)
local-item: A spinster was being asked how a backbirds boardinghouse-keeper, who is seeking a general servant. He would prefer a middle-aged woman, for he pathetically writes : "My objection to young girls mostly is that as soon as we get used to each other and the place someone comes along and marries them. About ten girls have left me for that purpose since I have been here, and I'm lamenting the loss of mostly good servants. But you know you cannot blame them, anyhow." This last naive admission is delicious. But the boardinghouse-keeper is naturally getting tired of being a matrimonial agency, so if there is any middle-aged woman with a face like a washing board, seeking a job, she will be heartily welcomed by the harassed and unwilling envoy to Cupid. (571, 1672, 694, 1882)
local-item: For Children's Hacking Cough at night, Woods' Great Peppermint Cure, 1/6, 2/6. (571, 1884, 694, 1914)
sailing: Taniwha, Saturday, 27, 5.30 p.m. (24, 347, 125, 357)
chronic-ad: For Chronic Chest Complaints Woods' Great Peppermint Cure, 1/6, 2/6. (429, 1449, 560, 1469)
kirin-para: Included in the buildings destroyed were 6387 houses, 4000 shops, and 15 banks. (837, 709, 956, 739)
local-item: The new sale yards at Hikutaia are now nearly completed. They will be up-to-date in every respect, and will undoubtedly be the finest in the province outside Hamilton. (571, 143, 694, 193)
local-item: The Railway Department notifies that tickets at excursion rates will be issued to Auckland from the 20th to the 26th inst., available for return until June 3rd. The excursion tickets will not be available for the Auckland-Wellington express trains. (571, 258, 694, 328)
event-item: Saturday, May 20th—Football match at Paeroa. (429, 76, 560, 96)
knyvett-para: It is also stated that a similar course, upon the same conditions, will be adopted in the Taranaki case, in which an officer was dismissed upon a charge of instigating a letter in a newspaper criticising his superior officer. (967, 1110, 1096, 1170)
good-millinery: GOOD MILLINERY (214, 1011, 381, 1033)
currys-process: Curry's Scientific Process. (437, 283, 552, 320)
castro-chemist: CHEMIST AND DRUGGIST, PAEROA. (215, 723, 380, 734)
murder-para: Harry Alexander Jack and Walter Richard Sadler appeared at the Supreme Court this morning to answer a charge that on the night of February 7th they murdered Ethel May Bradley, whose body was discovered in a night-of-way off Cashel Street in the city on the following morning. (705, 1185, 826, 1265)
church-meth: METHODIST. (469, 748, 520, 758)
leo-intro: The above REGISTERED TRADE MARK is intended to represent the emblem of quality and strength of our goods. Like "LEO THE LION," they are solid in purpose and sure in effect. We keep no low grade stuff. (179, 141, 416, 169)
magistrate-para: Charles Jackson (Mr Porritt) v. George Vuglar, claim 9s 3d. There was no appearance of defendant, and judgment was given for plaintiff, with costs 5s. (837, 1116, 956, 1166)
column-1 (20, 40, 170, 1505)
morgan-line: Obtainable throughout the District. (41, 991, 149, 1000)
waihi-para: The Coroner refused permission to Mr Parry (president of the Miners' Union) to examine witnesses on the grounds that now the Miners' Union registration has been cancelled under the Conciliation and Arbitration Act, he (Mr Parry) had no locus standi in Court as formerly under subsection 2, section 7, of the Coroners Amendment Act. (705, 322, 826, 412)
waihi-para: Mr Parry said that action would be taken in the matter, with a view to having the workers represented. (705, 414, 826, 444)
sarsa-intro: If you are suffering from a Disordered State of the Blood, Eczema, Boils, Pimples, Scaly Eruptions, etc., or any Skin Affection, take my (179, 283, 416, 301)
steamship-freight: (All inward freight must be prepaid.) Return fare, 15s ; single, 8s. (24, 367, 166, 387)
morgan-line: Study Local Industry and DRINK MORGANS' BEVERAGES. (43, 1001, 147, 1021)
fact-word: EMPHASISE (189, 766, 260, 781)
verse-line: You'll shout, your heart will feel so light: (967, 1239, 1092, 1249)
morgan-title: MORGAN BROS, (31, 807, 159, 825)
kirin-dateline: PEKIN, May 18. (904, 655, 956, 665)
morgan-line: ENGLISH HOP BEER (59, 910, 131, 920)
frank-ott: FRANK OTT, (472, 326, 517, 336)
telegraph-credit: [By Electric Telegraph.] (728, 1165, 803, 1175)
local-item: Ask your local draper or storekeeper to show you the Copyrighted Roslyn Wearing Fast for 6d. (571, 1347, 694, 1377)
corn-title: Corn Solvent (325, 518, 395, 534)
fire-para: There were fears of two block flats surrounding the court being involved, and many residents were cut off. The crowd below hurriedly strapped short ladders together pending the arrival of firemen. (837, 258, 956, 318)
bromwich-tag: Men may come and men may go, but Brom goes on for ever. (29, 643, 161, 668)
morgan-line: Also Brewers of Morgan's Non-intoxicating and Invigorating (28, 890, 162, 910)
knyvett-para: The finding of the court-martial in the Knyvett case, it is understood, was reached by the Acting Defence Minister (the Hon. George Fowlds), and has been forwarded by him to His Excellency, the Governor. Until the Governor's assent is given the decision will not be officially announced, but it is gathered that the Court has found the accused guilty, and has confirmed the sentence of dismissal. (967, 896, 1096, 996)
church-coe-sub: Fifth Sunday after Easter. (Rogation Sunday.) (439, 568, 550, 588)
yule-address: WHARF STREET, PAEROA. (44, 446, 146, 456)
bon-marche-title: Bon Marche (221, 1087, 374, 1195)
fire-sub: CAUSED BY EXPLOSION. (848, 69, 945, 79)
rains-dateline: NAPIER, May 18. (769, 851, 826, 861)
emphasise-fact-ad (177, 746, 418, 826)
coming-events-heading: COMING EVENTS. (451, 43, 538, 54)
magistrate-date: THURSDAY, MAY 18th, 1911. (839, 1094, 954, 1105)
sailing: Waimarie, Thursday, 25, 9 p.m. (24, 215, 120, 225)
yule-telephone: TELEPHONE No. 38. (60, 551, 130, 561)
waihi-dateline: WAIHI May 18. (776, 138, 826, 148)
magistrate-heading: MAGISTRATE'S COURT. (839, 1067, 954, 1079)
sailing: Waimarie, Tuesday, 23, 7 p.m. (24, 195, 117, 205)
capital-line: Anything repaired, from a needle to a brass monkey. (24, 1379, 166, 1399)
guaranteed: GUARANTEED NO CHEMICALS USED. (439, 378, 550, 398)
waihi-heading: THE WAIHI FATALITY. (714, 43, 817, 54)
local-item: The right to the bookstall on the railway station at Paeroa has been acquired by Messrs J. and W. Harp, and they have erected a stall underneath the station verandah near the Waihi and Auckland trains' departure end. The stall is well stocked with magazines and books, and the latest newspapers will also be on sale. The traveling public will doubtless appreciate the convenience of the new bookstall, for it will fill a want that has been much felt. (571, 576, 694, 696)
gillman-name: E. E. GILLMAN (47, 679, 143, 695)
church-rc: ROMAN CATHOLIC. (456, 650, 533, 660)
local-item: Considering the wet weather, the progress being made with the erection of the new school building at Paeroa is fairly satisfactory, the brick work being nearly completed. Mr J. Dawis, the contractor, is hurrying the work along as quickly as possible, but there is still a large amount of work to be carried out by the carpenters and plumbers, and the building can hardly be ready for occupation for another six weeks. (571, 698, 694, 808)
quinine-title: Quinine and Iron Wine (228, 242, 367, 259)
local-item: In connection with the drainage of the Rangitaiki swamp (which is in the charge of Mr J. B. Thomson, engineer and surveyor), we learn that Messrs Edward Allen and J. Lundius have been appointed arbitrators to classify the land within the drainage district, and have already spent several days in going over the area for the purpose of gaining a general knowledge of the locality. The lands within the district are to be brought under three classes (a) that which will derive the greatest benefit, and (b) that which will derive a lesser benefit, and (c) that which will only indirectly benefit by the drainage works. A proportionate rate to cover interest and sinking fund on the amounts raised for drainage works will then be struck in accordance with the classification. (571, 1135, 694, 1345)
morgan-line: By Latest Improved Machinery. (46, 870, 144, 880)
local-item: A good fresh supply of oysters has just been obtained by Mr T. Cato, and Paeroa residents can now obtain these favourite shellfish at the very reasonable charge of two shillings per bottle. (571, 195, 694, 256)
event-item: Thursday, May 25th—Auction sale of stock at Hikutaia. (429, 164, 560, 184)
waihi-sub: MINERS' UNION OUT OF COURT. (718, 94, 813, 114)
fact-is: is (179, 829, 184, 838)
waihi-sub: INQUEST ON SAMSON. (721, 69, 810, 79)
aseptic-title: Aseptic Foot Powder (234, 380, 361, 397)
waihi-para: The cancellation of the Waihi Miners' Union registration was gazetted on the 11th inst. (705, 478, 826, 508)
bon-the: —THE— (283, 1069, 312, 1078)
aseptic-text: If you suffer with painful corns, tender and over-heated feet, which make you feel tired out almost before the day starts, purchase a tin of this. It gives instant relief and is most cooling and refreshing to the skin. An excellent Toilet Powder. 1s 6d per tin. (179, 402, 416, 440)
something-new: Something New. (437, 240, 552, 258)
sailing: Taniwha, Friday, 26, 10 p.m. (24, 225, 112, 235)
adnams-best: BEST QUALITY. (192, 1415, 266, 1427)
fire-dateline: LONDON, May 18. (894, 152, 956, 162)
at-this-time-text: You may be specially anxious to feel well so that you can enjoy the Spring and Summer season. If so, and you are feeling out of sorts, tired, languid and depressed, with an appetite or inclination to work, take a bottle or two of my (179, 207, 416, 235)
local-drapers-ad: Local drapers and store-keepers now selling direct from the Roslyn Worsted and Woollen Mills, (largest in Australasia), the celebrated Roslyn All-wool Blankets, Rugs, Clothing, Jerseys, Unshrinkable Flannel and Underwear, "Delta" finish, for men, women and children. (967, 1387, 1096, 1467)
church-rc-text: Mass, Paeroa, 9 a.m. Mass, Karangahake, 11 a.m. Evening Devotions, etc., Paeroa, 7 o'clock. (429, 662, 560, 692)
morgan-opp: Opposite Domain · PAEROA. (49, 830, 141, 840)
yule-date: March 1st, 1910. (24, 561, 76, 571)
nervine-corn-row (177, 512, 418, 548)
morgan-lines (24, 841, 166, 1051)
morgan-line: DANDELION & BURDOCK STOUT A Blood Purifier. (32, 960, 158, 980)
waihi-para: A verdict of accidental death, no blame attachable to anyone, was returned. (705, 446, 826, 476)
kenny-role: AUTHORISED AND MINING SURVEYORS PAEROA. (42, 775, 148, 795)
telegraph-credit: [By Electric Telegraph.] (859, 800, 934, 810)
capital-line: An Umbrella re-covered for 5s. What news, to be sure! (24, 1331, 166, 1351)
steamship-between: BETWEEN (75, 88, 115, 98)
verse-line: Become quite well again and bright : (967, 1229, 1080, 1239)
adnams-agent: Sole Agent for Earle's Teas. (242, 1327, 353, 1339)
yule-hours: Mondays, Tuesdays, and Thursdays, 9 a.m. to 5.30 p.m. Wednesdays, 9 a.m. to 1 p.m. Fridays, 2 p.m. to 5.30 p.m. Saturdays, 9 a.m. to 5.30 p.m., 7 p.m. to 8 p.m. (24, 509, 166, 549)
local-item: The Postal Department has approved of the erection of a posting box at Hill Street. The clearances are to be made daily at 9.45 a.m., 3.5 p.m., and 6.10 p.m. The box will be affixed to Mr Blyth's store as soon as it arrives from Wellington. (571, 330, 694, 400)
column-3: COMING EVENTS. (As advertised in Ohinemuri Gazette.) Saturday, May 20th—Football match at Paeroa. Saturday, May 20th — Performance by Montgomery's Picture Co. at Paeroa. Monday, May 22nd, to Saturday, May 27th—Winter Show at Auckland. Wednesday, May 24th — Salvation Army lecture at Paeroa. Thursday, May 25th—Auction sale of stock at Hikutaia. Tuesday, May 30th — Fire Brigade Social at Paeroa. Wednesday, June 7th — Oddfellows' Social at Paeroa. Something New. MEAT CURED IN TWO MINUTES BY Curry's Scientific Process. FRANK OTT, The Up-to-date Butcher, has purchased the Patent Rights for Paeroa and surrounding districts of the Curry Scientific System of Curing Meat. GUARANTEED NO CHEMICALS USED. Flavour is improved, and meat will keep for almost any length of time in any climate. The Curry system has been heartily approved by Dr Frengley and the health authorities of the dominion and Australia. TRY OUR CURRY'S SYSTEM SPICED BEEF. It is Simply Delicious. F. OTT, The Up-to-date Butcher, Paeroa. CHURCH SERVICES. SUNDAY, MAY 21ST. CHURCH OF ENGLAND. Fifth Sunday after Easter. (Rogation Sunday.) S. Paul's, Paeroa : 8, Holy Communion ; 11, Matins and Sermon ; 11.50, Holy Communion ; 3, Children's Service ; 4, Holy Baptism and Churching ; 7, Evensong and Sermon. S. Aidan's, Karangahake : 7, Evensong and Sermon. ROMAN CATHOLIC. Mass, Paeroa, 9 a.m. Mass, Karangahake, 11 a.m. Evening Devotions, etc., Paeroa, 7 o'clock. PRESBYTERIAN. Paeroa, 11 a.m., Rev. Jas. Lowery ; 7 p.m., supply. Karangahake, 7 p.m., Rev. Jas. Lowery. Netherton, 2 p.m., Mr Evans. Whareroa, 7.30 p.m., Mr Evans. METHODIST. Paeroa, 11 a.m. and 7 p.m., Rev. G. W. Pittendreigh ; evening subject, "If there be no God, what then?" Karangahake, 3.15 p.m., Rev. G. W. Pittendreigh. The Ohinemuri Gazette. FRIDAY, MAY 19, 1911. CHAMBER OF COMMERCE. ◆ THE report submitted by the president at the annual meeting of the Paeroa Chamber of Commerce showed that that body had during the first year of its existence fully justified the expectations of its promoters. Although the Chamber was not always successful in its efforts, still it was evident that the members were on the whole proceeding along the right lines, and their endeavours to promote the prosperity of our district have not been without result. At all times the Chamber of Commerce has endeavoured to advance the best interests of the district, and the work that it has carried out during the past year shows that the formation of such a body was fully required. A good deal of the work of the Chamber naturally fell to the president, and that this work was appreciated was fully evident. Mr W. McWatters filled the position of president with credit to himself and to the Chamber of which he was for the time being the head. That such an able president as Mr R. W. Porritt has been secured for the ensuing year is a matter for congratulation. Mr Porritt has at all times been ready and willing to take his part in any movement that would promote the welfare of the town and district. And he can be relied on to fill the position of president of the Chamber of Commerce in a highly satisfactory manner. But although the Chamber has splendid officers at its head, and although a good many of the business people take a lively and active interest in its affairs, there are some who should be members who have not so far joined the Chamber. It should be the duty of every resident—and more especially those in business—to aid as far as possible any movement that will tend to advance the interests of the district. The primary object of the Chamber of Commerce is to assist in pushing Paeroa and the surrounding district along the road to prosperity, and it should therefore have the support of all true citizens. We hope to see the Chamber of Commerce considerably strengthened numerically during the year, and we feel sure that if the work is continued on the same lines as during the past twelve months that much good will ensue from the labours of the members. For Chronic Chest Complaints Woods' Great Peppermint Cure, 1/6, 2/6. (424, 40, 564, 1505)
fact-word: WE (211, 749, 238, 767)
fact-word: FACT (203, 797, 246, 815)
capital-line: To read (83, 1213, 107, 1223)
harp-sub: TOBACCONISTS, AND A DOZEN OTHER THINGS, (34, 1451, 156, 1471)
rains-sub: RIVERS RISING FAST. (723, 816, 808, 826)
waihi-para: An inquest touching the death of James Samson, killed in the Waihi mine on Wednesday, was held last evening before the Coroner (Mr W. M. Wallnutt). Mr Jackson represented the Waihi Company, and Mr Mueller the relatives of deceased. Mr Paul (Mining Inspector), and Mr Barry and Mr Gilmore (representing the Waihi Company) were also present. (705, 148, 826, 248)
sailing: Waimarie, Sunday, 21, 5.30 p.m. (24, 175, 124, 185)
capital-line: Cartridges, too, for sportsmen. (48, 1360, 142, 1370)
local-item: The first Cinderella dance of the season, held in St Paul's Parish Hall on Wednesday evening, was a great success. There was a good attendance, the floor was in first-class order, and the music supplied by Christian's orchestra was all that could be desired. Extras were played by Miss Hart, Miss Robson, and Mr Meredith. The duties of M.C. were capably carried out by Mr J. Brayshaw, and the secretarial work was well managed by Miss M. Hart and Miss A. Emett. A dainty supper provided by the ladies met with due appreciation from those present. (571, 810, 694, 961)
local-item: Captain Carpenter, A.A.G. of the Auckland military district, was in Paeroa yesterday on business connected with the Defence Department. (571, 101, 694, 141)
capital-title: CAPITAL NEWS (30, 1187, 160, 1208)
railway-title: RAILWAY GROCERY STORE. (209, 1229, 386, 1264)
church-coe: CHURCH OF ENGLAND. (449, 556, 540, 566)
